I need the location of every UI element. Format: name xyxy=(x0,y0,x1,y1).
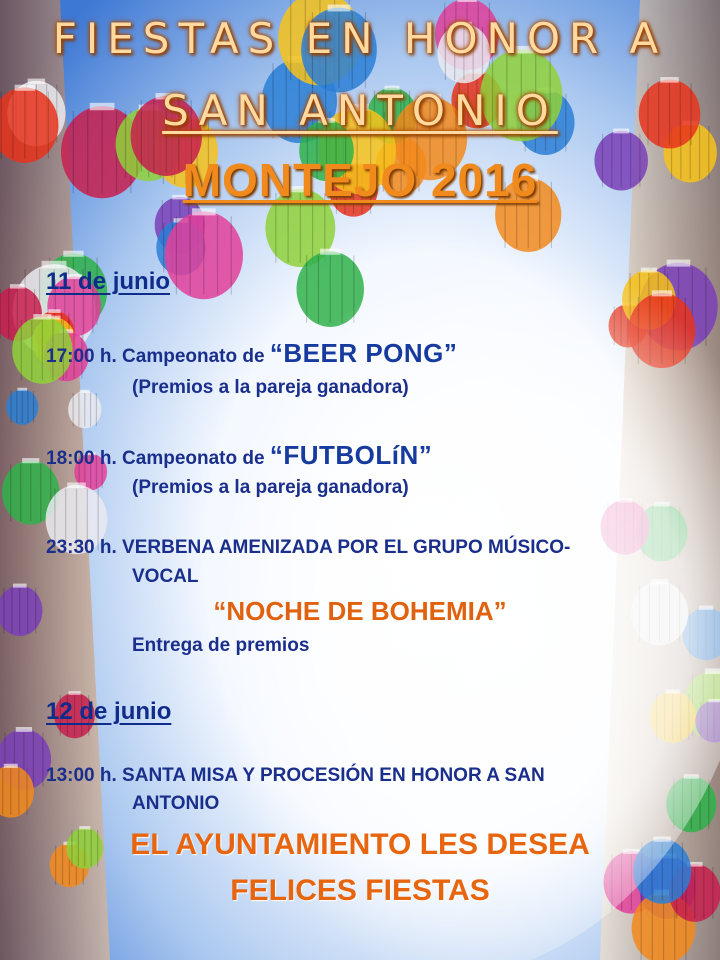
event-4 xyxy=(46,766,545,785)
event-time: 18:00 h. xyxy=(46,448,117,469)
event-highlight: “FUTBOLíN” xyxy=(269,440,433,470)
event-highlight: “BEER PONG” xyxy=(269,338,458,368)
event-1 xyxy=(46,340,457,366)
event-time: 13:00 h. xyxy=(46,765,117,786)
closing-line-1: EL AYUNTAMIENTO LES DESEA xyxy=(130,828,590,861)
event-prefix: Campeonato de xyxy=(122,448,265,469)
event-3-note: Entrega de premios xyxy=(132,635,310,656)
event-prefix: Campeonato de xyxy=(122,346,265,367)
event-3-line2: VOCAL xyxy=(132,566,199,587)
band-name: “NOCHE DE BOHEMIA” xyxy=(213,596,507,626)
event-3 xyxy=(46,538,570,557)
event-time: 17:00 h. xyxy=(46,346,117,367)
date-heading-day2: 12 de junio xyxy=(46,698,172,725)
closing-line-2: FELICES FIESTAS xyxy=(230,874,490,907)
event-description: SANTA MISA Y PROCESIÓN EN HONOR A SAN xyxy=(122,765,545,786)
event-description: VERBENA AMENIZADA POR EL GRUPO MÚSICO- xyxy=(122,537,571,558)
event-4-line2: ANTONIO xyxy=(132,793,220,814)
event-2 xyxy=(46,442,432,468)
title-line-2: SAN ANTONIO xyxy=(162,86,558,135)
title-line-3: MONTEJO 2016 xyxy=(182,154,538,206)
date-heading-day1: 11 de junio xyxy=(46,268,171,295)
event-1-note: (Premios a la pareja ganadora) xyxy=(132,377,409,398)
event-2-note: (Premios a la pareja ganadora) xyxy=(132,477,409,498)
event-time: 23:30 h. xyxy=(46,537,117,558)
title-line-1: FIESTAS EN HONOR A xyxy=(52,14,668,63)
